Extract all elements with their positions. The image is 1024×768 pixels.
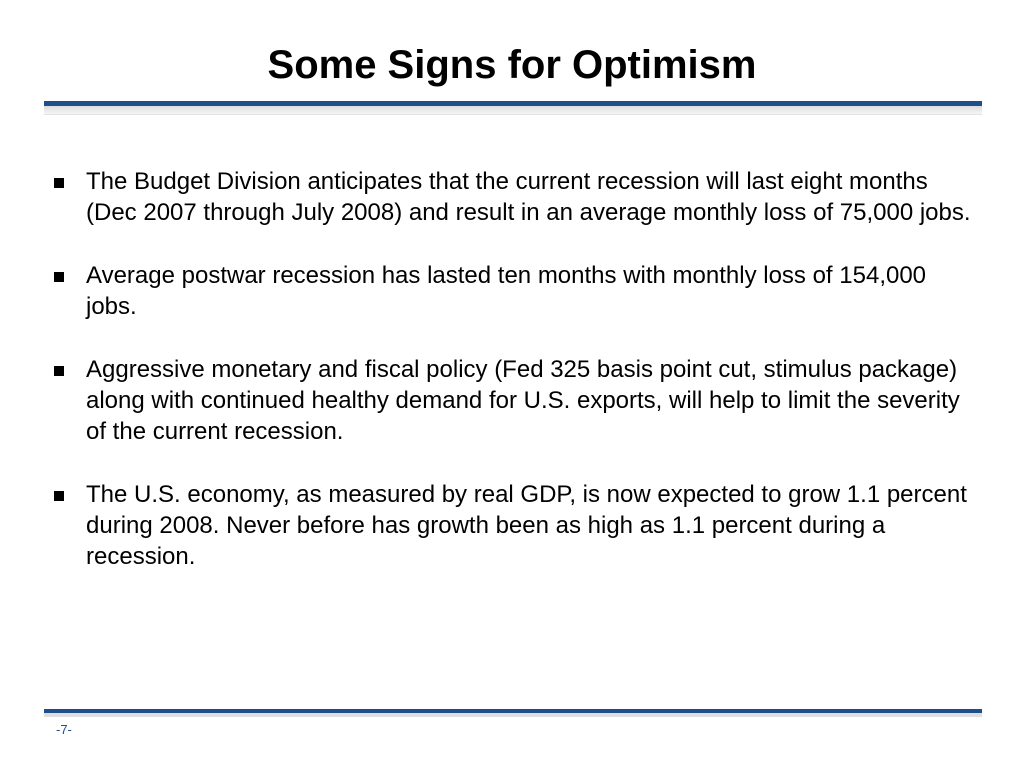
bullet-item bbox=[52, 479, 972, 572]
square-bullet-icon bbox=[54, 272, 64, 282]
title-divider-shadow bbox=[44, 106, 982, 115]
square-bullet-icon bbox=[54, 366, 64, 376]
bullet-text: Average postwar recession has lasted ten months with monthly loss of 154,000 jobs. bbox=[86, 262, 927, 320]
page-number: -7- bbox=[56, 722, 72, 737]
bullet-list bbox=[52, 166, 972, 604]
bullet-item bbox=[52, 260, 972, 322]
footer-divider-shadow bbox=[44, 713, 982, 717]
slide-title: Some Signs for Optimism bbox=[267, 43, 757, 87]
bullet-text: The U.S. economy, as measured by real GDP, is now expected to grow 1.1 percent during 2008. Never before has growth been as high as 1.1 percent during a recession. bbox=[86, 481, 967, 570]
bullet-item bbox=[52, 166, 972, 228]
square-bullet-icon bbox=[54, 178, 64, 188]
bullet-text: Aggressive monetary and fiscal policy (Fed 325 basis point cut, stimulus package) along with continued healthy demand for U.S. exports, will help to limit the severity of the current recession. bbox=[86, 356, 960, 445]
bullet-text: The Budget Division anticipates that the current recession will last eight months (Dec 2007 through July 2008) and result in an average monthly loss of 75,000 jobs. bbox=[86, 168, 971, 226]
square-bullet-icon bbox=[54, 491, 64, 501]
bullet-item bbox=[52, 354, 972, 447]
